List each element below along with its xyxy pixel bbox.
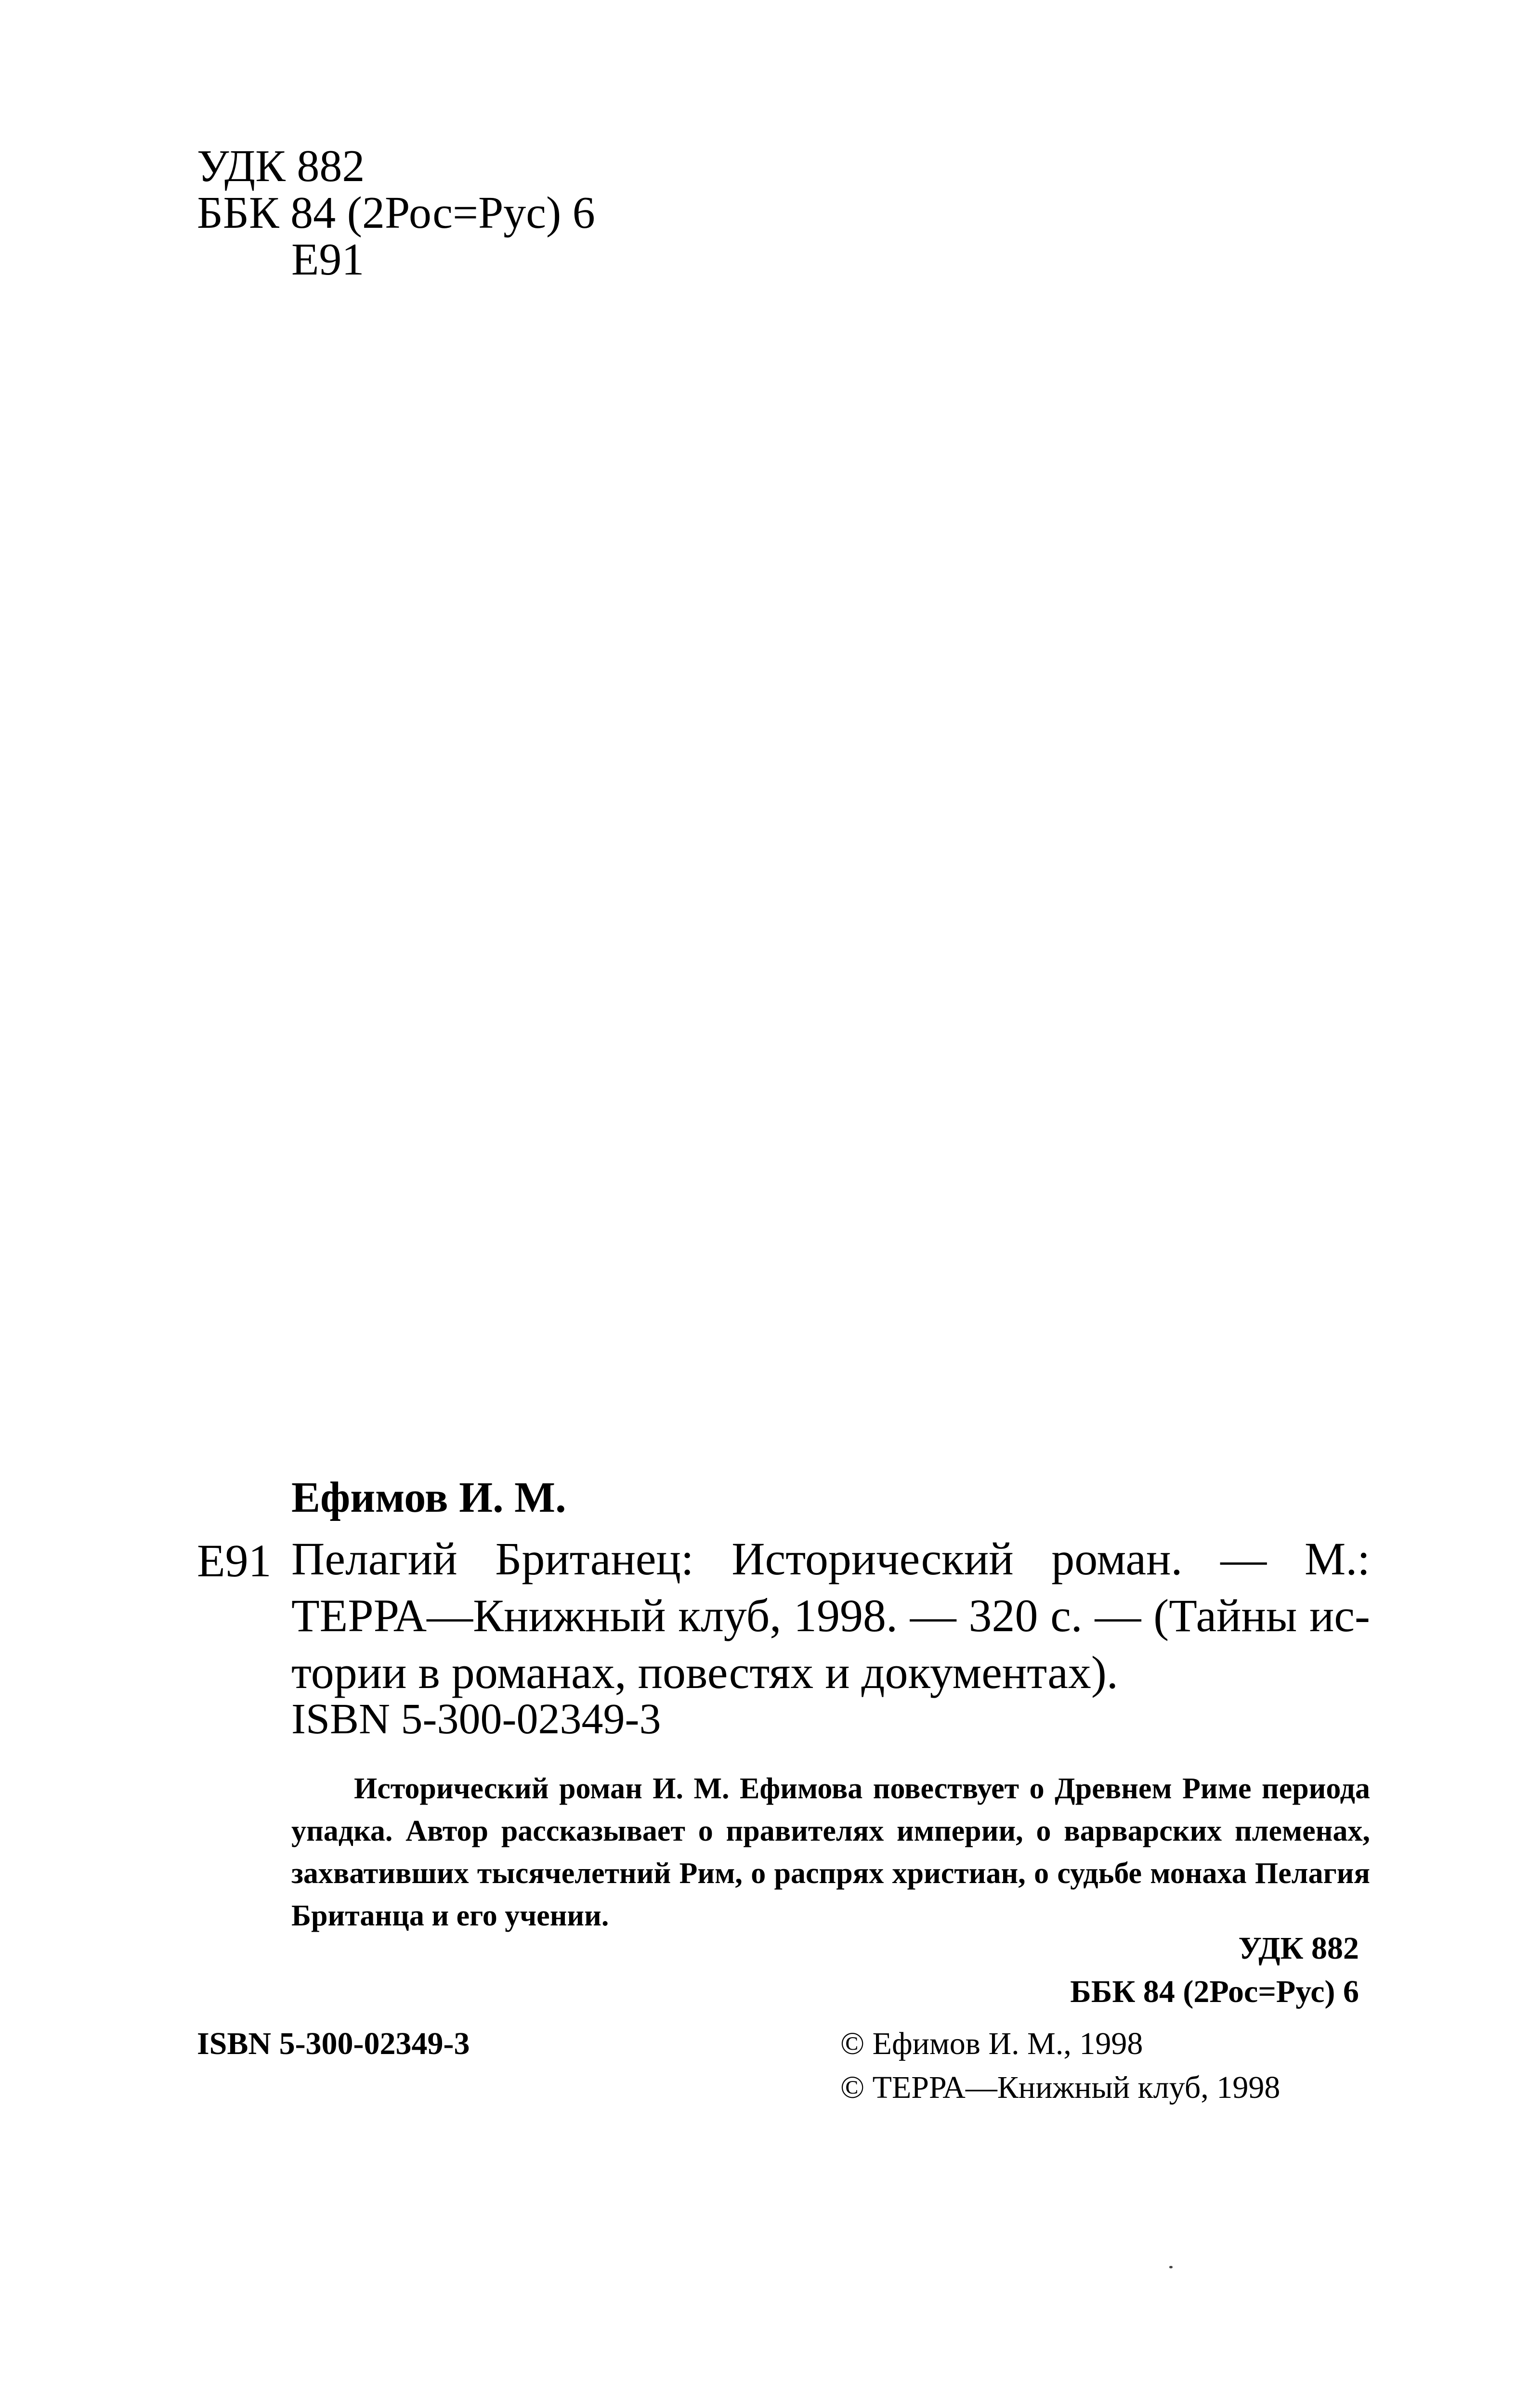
- author-name: Ефимов И. М.: [291, 1474, 566, 1521]
- print-speck: [1169, 2266, 1173, 2268]
- copyright-author: © Ефимов И. М., 1998: [840, 2026, 1143, 2061]
- bbk-bottom: ББК 84 (2Рос=Рус) 6: [1070, 1974, 1359, 2009]
- isbn-card: ISBN 5-300-02349-3: [291, 1695, 661, 1743]
- copyright-publisher: © ТЕРРА—Книжный клуб, 1998: [840, 2070, 1280, 2105]
- author-code: Е91: [197, 1535, 272, 1586]
- bbk-top: ББК 84 (2Рос=Рус) 6: [197, 188, 595, 238]
- isbn-bottom: ISBN 5-300-02349-3: [197, 2026, 470, 2061]
- annotation: Исторический роман И. М. Ефимова повествует о Древнем Риме периода упадка. Автор рассказывает о правителях империи, о варварских племенах, захвативших тысячелетний Рим, о распрях христиан, о судьбе монаха Пелагия Британца и его учении.: [291, 1772, 1370, 1932]
- author-code-top: Е91: [291, 235, 365, 285]
- udk-top: УДК 882: [197, 141, 365, 191]
- udk-bottom: УДК 882: [1238, 1931, 1359, 1966]
- bibliographic-description: Пелагий Британец: Исторический роман. — М.: ТЕРРА—Книжный клуб, 1998. — 320 с. — (Тайны истории в романах, повестях и документах).: [291, 1533, 1370, 1698]
